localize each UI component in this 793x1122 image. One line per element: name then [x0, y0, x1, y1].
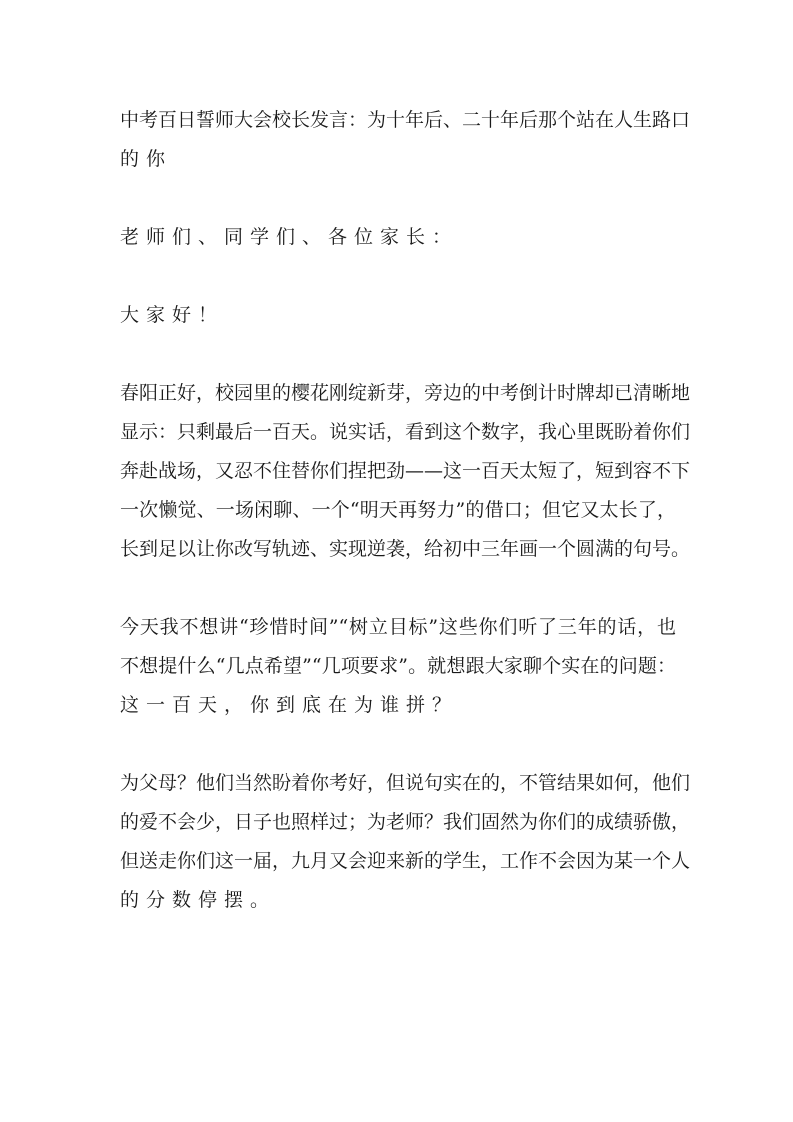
document-title	[120, 101, 691, 179]
paragraph-line: 不想提什么“几点希望”“几项要求”。就想跟大家聊个实在的问题：	[120, 655, 676, 677]
paragraph-line: 为父母？他们当然盼着你考好，但说句实在的，不管结果如何，他们	[120, 772, 691, 794]
title-line: 的你	[120, 148, 173, 170]
paragraph-line: 但送走你们这一届，九月又会迎来新的学生，工作不会因为某一个人	[120, 850, 691, 872]
paragraph-line: 奔赴战场，又忍不住替你们捏把劲——这一百天太短了，短到容不下	[120, 460, 691, 482]
paragraph-line: 春阳正好，校园里的樱花刚绽新芽，旁边的中考倒计时牌却已清晰地	[120, 382, 691, 404]
body-paragraph	[120, 374, 691, 569]
body-paragraph	[120, 608, 676, 725]
paragraph-line: 的爱不会少，日子也照样过；为老师？我们固然为你们的成绩骄傲，	[120, 811, 691, 833]
paragraph-line: 长到足以让你改写轨迹、实现逆袭，给初中三年画一个圆满的句号。	[120, 538, 691, 560]
body-paragraph	[120, 764, 691, 920]
paragraph-line: 的分数停摆。	[120, 889, 277, 911]
paragraph-line: 今天我不想讲“珍惜时间”“树立目标”这些你们听了三年的话，也	[120, 616, 676, 638]
paragraph-line: 显示：只剩最后一百天。说实话，看到这个数字，我心里既盼着你们	[120, 421, 691, 443]
paragraph-line: 大家好！	[120, 304, 225, 326]
title-line: 中考百日誓师大会校长发言：为十年后、二十年后那个站在人生路口	[120, 109, 691, 131]
salutation-paragraph	[120, 218, 676, 257]
document-page	[120, 101, 691, 959]
paragraph-line: 这一百天，你到底在为谁拼？	[120, 694, 459, 716]
paragraph-line: 一次懒觉、一场闲聊、一个“明天再努力”的借口；但它又太长了，	[120, 499, 676, 521]
greeting-paragraph	[120, 296, 676, 335]
paragraph-line: 老师们、同学们、各位家长：	[120, 226, 459, 248]
